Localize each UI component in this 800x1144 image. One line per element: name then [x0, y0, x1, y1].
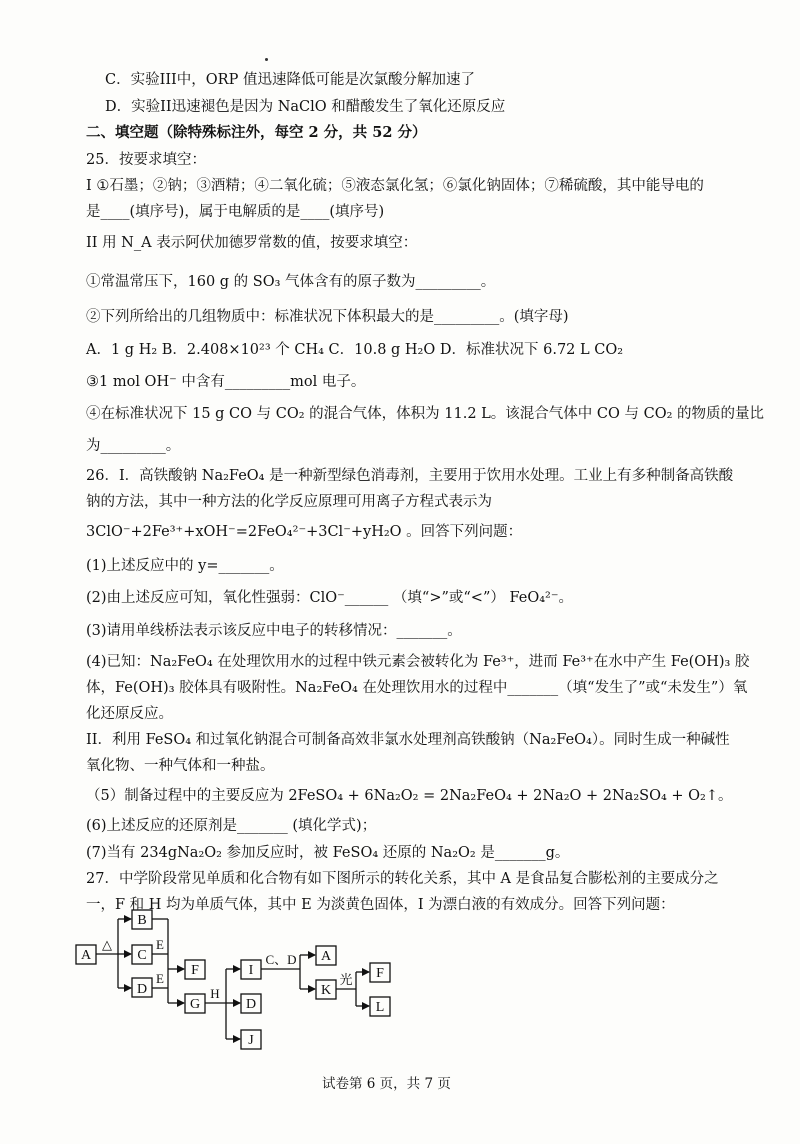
q25-part1-cont: 是____(填序号)，属于电解质的是____(填序号) — [86, 204, 385, 220]
q25-item4: ④在标准状况下 15 g CO 与 CO₂ 的混合气体，体积为 11.2 L。该混合气体中 CO 与 CO₂ 的物质的量比 — [86, 406, 765, 422]
q25-item2-options: A．1 g H₂ B．2.408×10²³ 个 CH₄ C．10.8 g H₂O D．标准状况下 6.72 L CO₂ — [86, 342, 624, 358]
q26-part2-cont: 氧化物、一种气体和一种盐。 — [86, 758, 275, 774]
label-I: I — [248, 963, 254, 978]
q26-equation: 3ClO⁻+2Fe³⁺+xOH⁻=2FeO₄²⁻+3Cl⁻+yH₂O 。回答下列问题： — [86, 524, 523, 540]
reagent-E1: E — [156, 937, 164, 952]
light-condition: 光 — [339, 972, 353, 987]
q25-item3: ③1 mol OH⁻ 中含有_________mol 电子。 — [86, 374, 366, 390]
label-F2: F — [376, 966, 384, 981]
q26-item2: (2)由上述反应可知，氧化性强弱：ClO⁻______ （填“>”或“<”） FeO₄²⁻。 — [86, 590, 573, 606]
reagent-CD: C、D — [265, 952, 297, 967]
q27-intro-cont: 一，F 和 H 均为单质气体，其中 E 为淡黄色固体，I 为漂白液的有效成分。回答下列问题： — [86, 897, 675, 913]
q26-part2: II．利用 FeSO₄ 和过氧化钠混合可制备高效非氯水处理剂高铁酸钠（Na₂FeO₄）。同时生成一种碱性 — [86, 732, 730, 748]
reagent-H: H — [210, 986, 220, 1001]
q26-item6: (6)上述反应的还原剂是_______ (填化学式)； — [86, 818, 377, 834]
q26-item4: (4)已知：Na₂FeO₄ 在处理饮用水的过程中铁元素会被转化为 Fe³⁺，进而 Fe³⁺在水中产生 Fe(OH)₃ 胶 — [86, 654, 750, 670]
q26-item1: (1)上述反应中的 y=_______。 — [86, 558, 284, 574]
label-G: G — [189, 997, 201, 1012]
label-F: F — [191, 963, 199, 978]
label-K: K — [320, 983, 332, 998]
q26-item7: (7)当有 234gNa₂O₂ 参加反应时，被 FeSO₄ 还原的 Na₂O₂ 是_______g。 — [86, 845, 570, 861]
q27-intro: 27．中学阶段常见单质和化合物有如下图所示的转化关系，其中 A 是食品复合膨松剂的主要成分之 — [86, 871, 719, 887]
label-C: C — [137, 948, 147, 963]
q25-part2: II 用 N_A 表示阿伏加德罗常数的值，按要求填空： — [86, 235, 418, 251]
q26-item4-cont: 体，Fe(OH)₃ 胶体具有吸附性。Na₂FeO₄ 在处理饮用水的过程中_______（填“发生了”或“未发生”）氧 — [86, 680, 748, 696]
option-c: C．实验III中，ORP 值迅速降低可能是次氯酸分解加速了 — [105, 72, 475, 88]
q25-item2: ②下列所给出的几组物质中：标准状况下体积最大的是_________。(填字母) — [86, 309, 569, 325]
label-J: J — [248, 1033, 254, 1048]
label-D: D — [136, 982, 148, 997]
q25-title: 25．按要求填空： — [86, 152, 206, 168]
q25-item1: ①常温常压下，160 g 的 SO₃ 气体含有的原子数为_________。 — [86, 274, 496, 290]
q26-item3: (3)请用单线桥法表示该反应中电子的转移情况：_______。 — [86, 623, 462, 639]
option-d: D．实验II迅速褪色是因为 NaClO 和醋酸发生了氧化还原反应 — [105, 99, 506, 115]
label-D2: D — [245, 997, 257, 1012]
q26-item4-end: 化还原反应。 — [86, 706, 173, 722]
q26-intro: 26．I．高铁酸钠 Na₂FeO₄ 是一种新型绿色消毒剂，主要用于饮用水处理。工业上有多种制备高铁酸 — [86, 468, 734, 484]
heat-symbol: △ — [102, 937, 112, 952]
q25-part1: I ①石墨；②钠；③酒精；④二氧化硫；⑤液态氯化氢；⑥氯化钠固体；⑦稀硫酸，其中能导电的 — [86, 178, 704, 194]
section-heading: 二、填空题（除特殊标注外，每空 2 分，共 52 分） — [86, 124, 427, 141]
label-A2: A — [320, 949, 332, 964]
page-footer: 试卷第 6 页，共 7 页 — [322, 1076, 451, 1092]
label-L: L — [375, 1000, 385, 1015]
reagent-E2: E — [156, 971, 164, 986]
label-A: A — [80, 948, 92, 963]
q26-item5: （5）制备过程中的主要反应为 2FeSO₄ + 6Na₂O₂ = 2Na₂FeO₄ + 2Na₂O + 2Na₂SO₄ + O₂↑。 — [86, 788, 733, 804]
label-B: B — [137, 913, 147, 928]
q26-intro-cont: 钠的方法，其中一种方法的化学反应原理可用离子方程式表示为 — [86, 494, 492, 510]
q25-item4-cont: 为_________。 — [86, 438, 181, 454]
